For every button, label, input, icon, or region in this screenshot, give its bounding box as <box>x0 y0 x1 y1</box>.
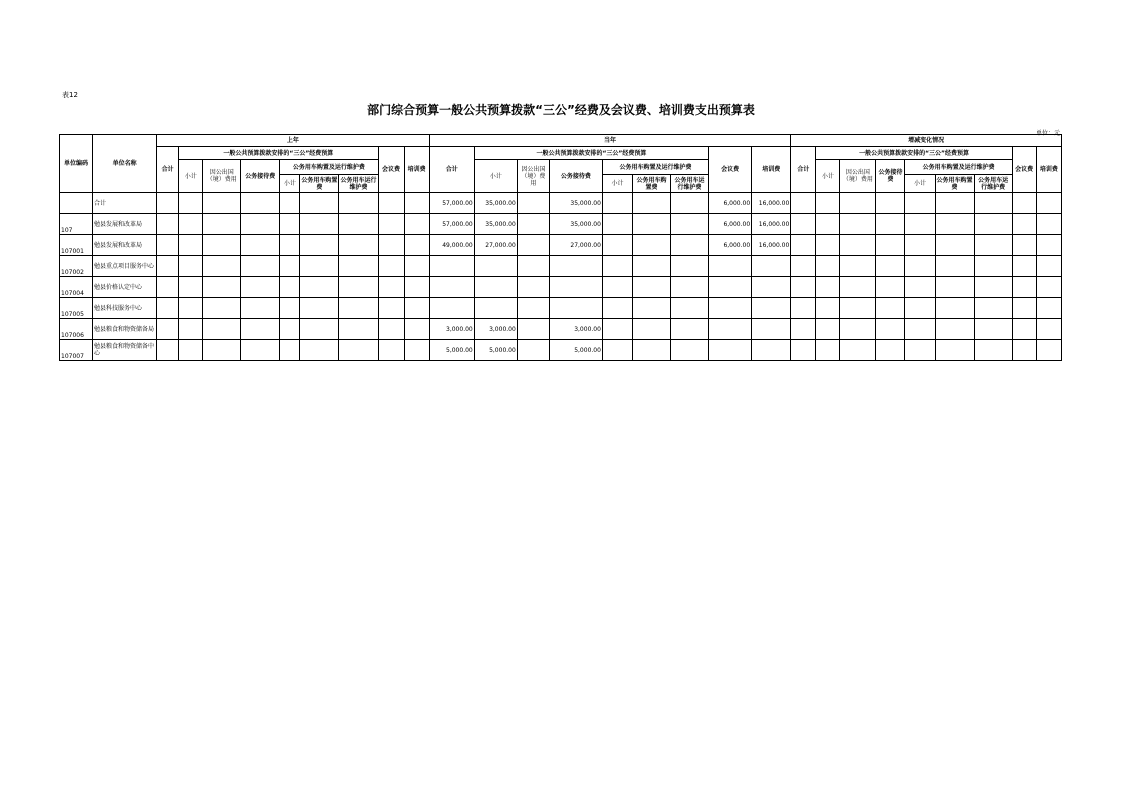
empty-cell <box>816 319 840 340</box>
empty-cell <box>203 256 241 277</box>
empty-cell <box>791 319 816 340</box>
empty-cell <box>339 319 378 340</box>
empty-cell <box>632 298 670 319</box>
header-sangong: 一般公共预算拨款安排的“三公”经费预算 <box>179 147 378 160</box>
empty-cell <box>816 256 840 277</box>
empty-cell <box>840 193 876 214</box>
header-reception: 公务接待费 <box>241 160 280 193</box>
empty-cell <box>339 193 378 214</box>
empty-cell <box>517 214 549 235</box>
row-value-recept: 5,000.00 <box>549 340 602 361</box>
empty-cell <box>300 340 339 361</box>
empty-cell <box>905 340 935 361</box>
empty-cell <box>517 235 549 256</box>
empty-cell <box>791 277 816 298</box>
row-code: 107007 <box>60 340 93 361</box>
empty-cell <box>1036 235 1061 256</box>
table-row <box>60 298 1062 319</box>
header-vehicle-buy: 公务用车购置费 <box>632 175 670 193</box>
header-vehicle: 公务用车购置及运行维护费 <box>905 160 1012 175</box>
header-vehicle-buy: 公务用车购置费 <box>301 176 338 191</box>
empty-cell <box>905 277 935 298</box>
empty-cell <box>241 193 280 214</box>
row-code: 107002 <box>60 256 93 277</box>
empty-cell <box>203 319 241 340</box>
empty-cell <box>816 214 840 235</box>
row-value-train <box>752 319 791 340</box>
empty-cell <box>280 193 300 214</box>
empty-cell <box>300 214 339 235</box>
empty-cell <box>974 256 1012 277</box>
empty-cell <box>339 214 378 235</box>
empty-cell <box>602 340 632 361</box>
empty-cell <box>791 298 816 319</box>
header-subtotal: 小计 <box>280 175 300 193</box>
empty-cell <box>840 214 876 235</box>
row-value-train <box>752 277 791 298</box>
header-change: 增减变化情况 <box>791 135 1062 147</box>
table-row <box>60 235 1062 256</box>
empty-cell <box>876 235 905 256</box>
empty-cell <box>517 340 549 361</box>
row-name: 勉县粮食和物资储备中心 <box>93 340 157 361</box>
row-value-sub <box>474 298 517 319</box>
empty-cell <box>404 298 429 319</box>
empty-cell <box>404 256 429 277</box>
empty-cell <box>203 340 241 361</box>
empty-cell <box>1012 214 1036 235</box>
empty-cell <box>791 235 816 256</box>
row-value-recept: 3,000.00 <box>549 319 602 340</box>
row-code: 107006 <box>60 319 93 340</box>
empty-cell <box>517 298 549 319</box>
row-value-recept: 27,000.00 <box>549 235 602 256</box>
row-name: 勉县发展和改革局 <box>93 214 157 235</box>
empty-cell <box>378 277 404 298</box>
header-sangong: 一般公共预算拨款安排的“三公”经费预算 <box>816 147 1012 160</box>
row-value-total <box>429 256 474 277</box>
row-name: 勉县价格认定中心 <box>93 277 157 298</box>
empty-cell <box>280 340 300 361</box>
row-value-sub: 3,000.00 <box>474 319 517 340</box>
header-subtotal: 小计 <box>905 175 935 193</box>
empty-cell <box>974 277 1012 298</box>
row-value-train: 16,000.00 <box>752 214 791 235</box>
empty-cell <box>339 298 378 319</box>
empty-cell <box>300 277 339 298</box>
empty-cell <box>404 319 429 340</box>
empty-cell <box>632 193 670 214</box>
row-code: 107005 <box>60 298 93 319</box>
empty-cell <box>671 235 709 256</box>
header-vehicle-run: 公务用车运行维护费 <box>671 175 709 193</box>
empty-cell <box>876 298 905 319</box>
empty-cell <box>905 235 935 256</box>
row-value-sub: 5,000.00 <box>474 340 517 361</box>
empty-cell <box>203 277 241 298</box>
empty-cell <box>404 235 429 256</box>
empty-cell <box>1012 340 1036 361</box>
empty-cell <box>404 340 429 361</box>
empty-cell <box>905 214 935 235</box>
empty-cell <box>241 319 280 340</box>
header-subtotal: 小计 <box>602 175 632 193</box>
empty-cell <box>157 235 179 256</box>
empty-cell <box>179 319 203 340</box>
empty-cell <box>876 193 905 214</box>
empty-cell <box>280 298 300 319</box>
row-value-recept <box>549 256 602 277</box>
empty-cell <box>378 340 404 361</box>
empty-cell <box>1036 340 1061 361</box>
empty-cell <box>404 214 429 235</box>
empty-cell <box>517 319 549 340</box>
empty-cell <box>339 277 378 298</box>
row-name: 合计 <box>93 193 157 214</box>
empty-cell <box>280 256 300 277</box>
empty-cell <box>517 193 549 214</box>
empty-cell <box>974 340 1012 361</box>
header-code: 单位编码 <box>60 135 93 193</box>
row-value-sub: 35,000.00 <box>474 193 517 214</box>
empty-cell <box>905 193 935 214</box>
empty-cell <box>241 277 280 298</box>
empty-cell <box>840 340 876 361</box>
empty-cell <box>179 193 203 214</box>
table-row <box>60 193 1062 214</box>
empty-cell <box>876 340 905 361</box>
header-subtotal: 小计 <box>816 160 840 193</box>
header-vehicle: 公务用车购置及运行维护费 <box>280 160 378 175</box>
empty-cell <box>179 256 203 277</box>
header-abroad: 因公出国（境）费用 <box>203 160 241 193</box>
header-subtotal: 小计 <box>474 160 517 193</box>
empty-cell <box>378 319 404 340</box>
empty-cell <box>157 277 179 298</box>
empty-cell <box>840 256 876 277</box>
header-meeting: 会议费 <box>1012 147 1036 193</box>
empty-cell <box>974 319 1012 340</box>
header-meeting: 会议费 <box>378 147 404 193</box>
row-value-sub: 27,000.00 <box>474 235 517 256</box>
empty-cell <box>632 319 670 340</box>
header-total: 合计 <box>429 147 474 193</box>
empty-cell <box>378 256 404 277</box>
empty-cell <box>632 340 670 361</box>
empty-cell <box>300 193 339 214</box>
header-sangong: 一般公共预算拨款安排的“三公”经费预算 <box>474 147 708 160</box>
row-value-total <box>429 298 474 319</box>
empty-cell <box>671 256 709 277</box>
empty-cell <box>378 214 404 235</box>
row-value-recept: 35,000.00 <box>549 214 602 235</box>
row-value-meet: 6,000.00 <box>709 214 752 235</box>
empty-cell <box>935 277 974 298</box>
empty-cell <box>1012 319 1036 340</box>
empty-cell <box>935 193 974 214</box>
row-value-total: 57,000.00 <box>429 193 474 214</box>
empty-cell <box>816 193 840 214</box>
empty-cell <box>935 235 974 256</box>
empty-cell <box>203 298 241 319</box>
empty-cell <box>974 214 1012 235</box>
empty-cell <box>671 340 709 361</box>
row-value-meet: 6,000.00 <box>709 235 752 256</box>
empty-cell <box>974 193 1012 214</box>
unit-label: 单位：元 <box>1036 130 1061 137</box>
empty-cell <box>280 277 300 298</box>
row-value-total <box>429 277 474 298</box>
empty-cell <box>905 256 935 277</box>
empty-cell <box>241 298 280 319</box>
empty-cell <box>935 298 974 319</box>
row-code <box>60 193 93 214</box>
row-value-meet <box>709 319 752 340</box>
empty-cell <box>602 319 632 340</box>
empty-cell <box>791 193 816 214</box>
empty-cell <box>816 235 840 256</box>
empty-cell <box>632 235 670 256</box>
empty-cell <box>157 256 179 277</box>
empty-cell <box>1012 256 1036 277</box>
header-row-3 <box>60 160 1062 175</box>
empty-cell <box>816 298 840 319</box>
header-row-1 <box>60 135 1062 147</box>
empty-cell <box>602 256 632 277</box>
empty-cell <box>203 214 241 235</box>
header-training: 培训费 <box>1036 147 1061 193</box>
empty-cell <box>671 214 709 235</box>
empty-cell <box>241 214 280 235</box>
row-value-train <box>752 256 791 277</box>
row-code: 107 <box>60 214 93 235</box>
header-vehicle-buy: 公务用车购置费 <box>936 176 973 191</box>
empty-cell <box>378 193 404 214</box>
empty-cell <box>300 235 339 256</box>
empty-cell <box>840 235 876 256</box>
empty-cell <box>241 340 280 361</box>
empty-cell <box>1012 277 1036 298</box>
empty-cell <box>203 235 241 256</box>
empty-cell <box>179 277 203 298</box>
empty-cell <box>157 340 179 361</box>
empty-cell <box>602 193 632 214</box>
header-curr-year: 当年 <box>429 135 791 147</box>
header-vehicle-run: 公务用车运行维护费 <box>974 175 1012 193</box>
row-value-total: 5,000.00 <box>429 340 474 361</box>
empty-cell <box>840 319 876 340</box>
empty-cell <box>876 277 905 298</box>
empty-cell <box>280 214 300 235</box>
empty-cell <box>935 214 974 235</box>
table-row <box>60 256 1062 277</box>
empty-cell <box>339 340 378 361</box>
empty-cell <box>1012 298 1036 319</box>
header-abroad: 因公出国（境）费用 <box>840 160 876 193</box>
row-value-sub <box>474 277 517 298</box>
row-value-sub <box>474 256 517 277</box>
header-training: 培训费 <box>752 147 791 193</box>
header-total: 合计 <box>791 147 816 193</box>
row-value-train <box>752 340 791 361</box>
table-row <box>60 277 1062 298</box>
empty-cell <box>300 298 339 319</box>
empty-cell <box>602 277 632 298</box>
row-code: 107004 <box>60 277 93 298</box>
empty-cell <box>935 340 974 361</box>
empty-cell <box>517 277 549 298</box>
header-prev-year: 上年 <box>157 135 430 147</box>
empty-cell <box>816 277 840 298</box>
empty-cell <box>816 340 840 361</box>
row-value-meet <box>709 277 752 298</box>
row-value-train <box>752 298 791 319</box>
empty-cell <box>241 256 280 277</box>
row-code: 107001 <box>60 235 93 256</box>
empty-cell <box>974 298 1012 319</box>
empty-cell <box>339 235 378 256</box>
header-training: 培训费 <box>404 147 429 193</box>
empty-cell <box>280 235 300 256</box>
empty-cell <box>1012 235 1036 256</box>
empty-cell <box>1036 214 1061 235</box>
empty-cell <box>157 214 179 235</box>
empty-cell <box>602 235 632 256</box>
empty-cell <box>1036 298 1061 319</box>
empty-cell <box>517 256 549 277</box>
sheet-number: 表12 <box>62 91 78 99</box>
empty-cell <box>791 340 816 361</box>
row-value-meet <box>709 256 752 277</box>
empty-cell <box>1036 277 1061 298</box>
empty-cell <box>378 235 404 256</box>
row-value-meet: 6,000.00 <box>709 193 752 214</box>
empty-cell <box>179 298 203 319</box>
empty-cell <box>378 298 404 319</box>
empty-cell <box>671 298 709 319</box>
empty-cell <box>876 256 905 277</box>
header-row-2 <box>60 147 1062 160</box>
empty-cell <box>671 319 709 340</box>
empty-cell <box>241 235 280 256</box>
empty-cell <box>791 214 816 235</box>
empty-cell <box>203 193 241 214</box>
empty-cell <box>876 319 905 340</box>
header-reception: 公务接待费 <box>876 160 905 193</box>
empty-cell <box>157 193 179 214</box>
empty-cell <box>602 214 632 235</box>
row-value-train: 16,000.00 <box>752 235 791 256</box>
empty-cell <box>671 277 709 298</box>
row-value-recept: 35,000.00 <box>549 193 602 214</box>
row-name: 勉县重点项目服务中心 <box>93 256 157 277</box>
row-value-train: 16,000.00 <box>752 193 791 214</box>
header-name: 单位名称 <box>93 135 157 193</box>
empty-cell <box>157 298 179 319</box>
empty-cell <box>602 298 632 319</box>
empty-cell <box>935 256 974 277</box>
empty-cell <box>404 193 429 214</box>
page-title: 部门综合预算一般公共预算拨款“三公”经费及会议费、培训费支出预算表 <box>367 103 755 117</box>
empty-cell <box>632 214 670 235</box>
empty-cell <box>1012 193 1036 214</box>
empty-cell <box>339 256 378 277</box>
header-subtotal: 小计 <box>179 160 203 193</box>
table-row <box>60 340 1062 361</box>
empty-cell <box>840 298 876 319</box>
empty-cell <box>935 319 974 340</box>
row-value-total: 49,000.00 <box>429 235 474 256</box>
table-row <box>60 319 1062 340</box>
empty-cell <box>280 319 300 340</box>
empty-cell <box>905 298 935 319</box>
row-name: 勉县粮食和物资储备局 <box>93 319 157 340</box>
row-value-meet <box>709 298 752 319</box>
empty-cell <box>157 319 179 340</box>
empty-cell <box>1036 319 1061 340</box>
empty-cell <box>840 277 876 298</box>
row-value-total: 57,000.00 <box>429 214 474 235</box>
empty-cell <box>300 319 339 340</box>
row-value-recept <box>549 277 602 298</box>
empty-cell <box>404 277 429 298</box>
empty-cell <box>300 256 339 277</box>
header-total: 合计 <box>157 147 179 193</box>
empty-cell <box>632 277 670 298</box>
empty-cell <box>791 256 816 277</box>
empty-cell <box>876 214 905 235</box>
row-name: 勉县发展和改革局 <box>93 235 157 256</box>
empty-cell <box>974 235 1012 256</box>
budget-table <box>59 134 1062 361</box>
empty-cell <box>1036 193 1061 214</box>
row-value-total: 3,000.00 <box>429 319 474 340</box>
row-value-sub: 35,000.00 <box>474 214 517 235</box>
row-value-recept <box>549 298 602 319</box>
empty-cell <box>905 319 935 340</box>
empty-cell <box>1036 256 1061 277</box>
row-value-meet <box>709 340 752 361</box>
empty-cell <box>179 214 203 235</box>
header-vehicle-run: 公务用车运行维护费 <box>340 176 377 191</box>
header-reception: 公务接待费 <box>549 160 602 193</box>
table-row <box>60 214 1062 235</box>
header-vehicle: 公务用车购置及运行维护费 <box>602 160 708 175</box>
header-abroad: 因公出国（境）费用 <box>517 160 549 193</box>
row-name: 勉县科技服务中心 <box>93 298 157 319</box>
empty-cell <box>179 235 203 256</box>
empty-cell <box>671 193 709 214</box>
header-meeting: 会议费 <box>709 147 752 193</box>
empty-cell <box>179 340 203 361</box>
empty-cell <box>632 256 670 277</box>
